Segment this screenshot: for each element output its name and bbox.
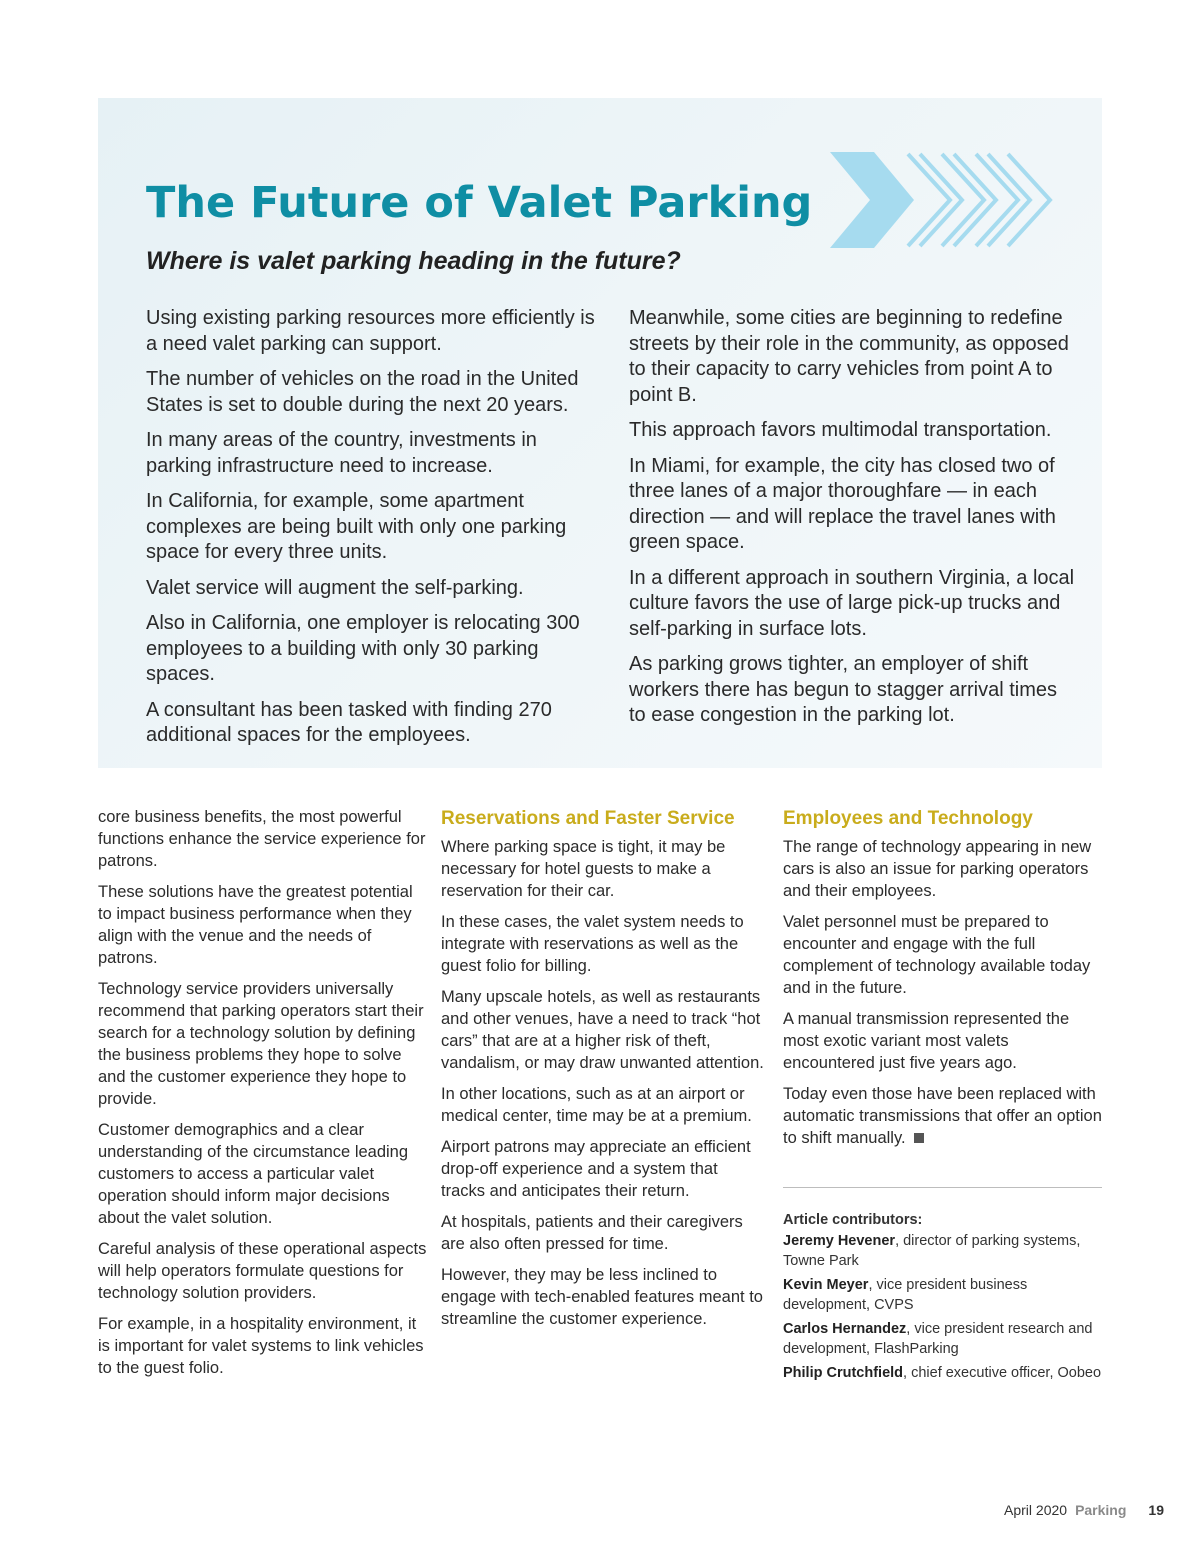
chevron-arrows-icon bbox=[830, 150, 1060, 250]
end-mark-icon bbox=[914, 1133, 924, 1143]
paragraph: These solutions have the greatest potential to impact business performance when they align with the venue and the needs of patrons. bbox=[98, 883, 413, 967]
paragraph-last bbox=[783, 1083, 1103, 1149]
contributors-heading: Article contributors: bbox=[783, 1212, 923, 1228]
article-contributors bbox=[783, 1210, 1103, 1387]
paragraph: This approach favors multimodal transportation. bbox=[629, 419, 1052, 441]
paragraph-text: Today even those have been replaced with automatic transmissions that offer an option to shift manually. bbox=[783, 1085, 1102, 1147]
paragraph: Airport patrons may appreciate an efficient drop-off experience and a system that tracks and anticipates their return. bbox=[441, 1138, 751, 1200]
paragraph: Also in California, one employer is relocating 300 employees to a building with only 30 parking spaces. bbox=[146, 612, 580, 685]
paragraph: A manual transmission represented the most exotic variant most valets encountered just five years ago. bbox=[783, 1010, 1070, 1072]
paragraph: In Miami, for example, the city has closed two of three lanes of a major thoroughfare — in each direction — and will replace the travel lanes with green space. bbox=[629, 454, 1056, 553]
paragraph: Meanwhile, some cities are beginning to redefine streets by their role in the community, as opposed to their capacity to carry vehicles from point A to point B. bbox=[629, 307, 1069, 406]
body-column-1 bbox=[98, 806, 428, 1388]
body-column-3 bbox=[783, 806, 1103, 1158]
contributor bbox=[783, 1275, 1103, 1315]
contributor-role: , vice president business development, CVPS bbox=[783, 1277, 1028, 1313]
contributor-name: Philip Crutchfield bbox=[783, 1365, 904, 1381]
contributor-name: Carlos Hernandez bbox=[783, 1321, 907, 1337]
paragraph: As parking grows tighter, an employer of shift workers there has begun to stagger arrival times to ease congestion in the parking lot. bbox=[629, 653, 1057, 726]
paragraph: Technology service providers universally recommend that parking operators start their search for a technology solution by defining the business problems they hope to solve and the customer experience they hope to provide. bbox=[98, 980, 424, 1108]
contributor bbox=[783, 1319, 1103, 1359]
paragraph: Using existing parking resources more efficiently is a need valet parking can support. bbox=[146, 307, 595, 355]
contributor-name: Kevin Meyer bbox=[783, 1277, 869, 1293]
section-heading: Employees and Technology bbox=[783, 808, 1033, 829]
paragraph: For example, in a hospitality environment, it is important for valet systems to link vehicles to the guest folio. bbox=[98, 1315, 424, 1377]
paragraph: In a different approach in southern Virginia, a local culture favors the use of large pick-up trucks and self-parking in surface lots. bbox=[629, 566, 1075, 640]
contributor bbox=[783, 1363, 1103, 1383]
paragraph: Careful analysis of these operational aspects will help operators formulate questions for technology solution providers. bbox=[98, 1240, 427, 1302]
sidebar-left-column bbox=[146, 306, 596, 759]
contributor-role: , director of parking systems, Towne Park bbox=[783, 1233, 1081, 1269]
page-footer bbox=[1004, 1502, 1164, 1518]
contributor-name: Jeremy Hevener bbox=[783, 1233, 896, 1249]
sidebar-right-column bbox=[629, 306, 1079, 739]
paragraph: The range of technology appearing in new cars is also an issue for parking operators and their employees. bbox=[783, 838, 1092, 900]
paragraph: Customer demographics and a clear understanding of the circumstance leading customers to access a particular valet operation should inform major decisions about the valet solution. bbox=[98, 1121, 409, 1227]
contributors-divider bbox=[783, 1187, 1102, 1188]
paragraph: In other locations, such as at an airport or medical center, time may be at a premium. bbox=[441, 1085, 752, 1125]
paragraph: core business benefits, the most powerful functions enhance the service experience for patrons. bbox=[98, 808, 426, 870]
paragraph: Where parking space is tight, it may be necessary for hotel guests to make a reservation for their car. bbox=[441, 838, 726, 900]
paragraph: Valet personnel must be prepared to encounter and engage with the full complement of technology available today and in the future. bbox=[783, 913, 1091, 997]
paragraph: In California, for example, some apartment complexes are being built with only one parking space for every three units. bbox=[146, 490, 567, 563]
paragraph: Valet service will augment the self-parking. bbox=[146, 576, 524, 599]
page-subtitle: Where is valet parking heading in the future? bbox=[146, 247, 681, 275]
page-title: The Future of Valet Parking bbox=[146, 178, 813, 228]
contributor bbox=[783, 1231, 1103, 1271]
body-column-2 bbox=[441, 806, 766, 1339]
page-number: 19 bbox=[1148, 1502, 1164, 1518]
contributor-role: , vice president research and development, FlashParking bbox=[783, 1321, 1093, 1357]
paragraph: However, they may be less inclined to engage with tech-enabled features meant to streamline the customer experience. bbox=[441, 1266, 763, 1328]
section-heading: Reservations and Faster Service bbox=[441, 808, 735, 829]
magazine-name: Parking bbox=[1075, 1502, 1127, 1518]
paragraph: Many upscale hotels, as well as restaurants and other venues, have a need to track “hot cars” that are at a higher risk of theft, vandalism, or may draw unwanted attention. bbox=[441, 988, 764, 1072]
paragraph: The number of vehicles on the road in the United States is set to double during the next 20 years. bbox=[146, 368, 579, 416]
paragraph: At hospitals, patients and their caregivers are also often pressed for time. bbox=[441, 1213, 743, 1253]
contributor-role: , chief executive officer, Oobeo bbox=[903, 1365, 1102, 1381]
paragraph: A consultant has been tasked with finding 270 additional spaces for the employees. bbox=[146, 698, 552, 746]
issue-date: April 2020 bbox=[1004, 1502, 1068, 1518]
paragraph: In these cases, the valet system needs to integrate with reservations as well as the guest folio for billing. bbox=[441, 913, 744, 975]
paragraph: In many areas of the country, investments in parking infrastructure need to increase. bbox=[146, 429, 537, 477]
